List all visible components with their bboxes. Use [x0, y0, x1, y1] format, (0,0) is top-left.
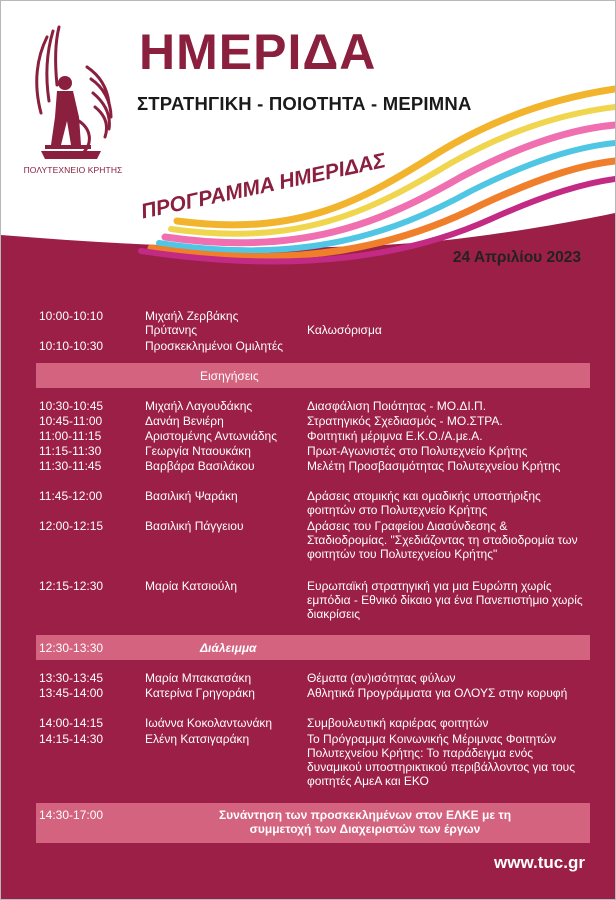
row-time: 11:45-12:00 [39, 489, 103, 503]
section-header-break [36, 635, 590, 660]
row-time: 10:30-10:45 [39, 399, 104, 413]
row-topic: Θέματα (αν)ισότητας φύλων [307, 671, 456, 685]
row-speaker: Δανάη Βενιέρη [145, 414, 224, 428]
website-url[interactable]: www.tuc.gr [494, 853, 585, 872]
closing-time: 14:30-17:00 [39, 808, 104, 822]
row-speaker: Μαρία Μπακατσάκη [145, 671, 252, 685]
row-speaker: Βαρβάρα Βασιλάκου [145, 459, 255, 473]
row-speaker: Βασιλική Ψαράκη [145, 489, 238, 503]
row-time: 10:45-11:00 [39, 414, 103, 428]
row-speaker: Μιχαήλ Ζερβάκης [145, 309, 239, 323]
row-speaker-role: Πρύτανης [145, 323, 198, 337]
row-time: 10:10-10:30 [39, 339, 104, 353]
program-heading: ΠΡΟΓΡΑΜΜΑ ΗΜΕΡΙΔΑΣ [139, 149, 388, 224]
row-time: 11:30-11:45 [39, 459, 102, 473]
row-topic: Διασφάλιση Ποιότητας - ΜΟ.ΔΙ.Π. [307, 399, 487, 413]
logo-caption: ΠΟΛΥΤΕΧΝΕΙΟ ΚΡΗΤΗΣ [23, 165, 123, 175]
row-time: 13:30-13:45 [39, 671, 104, 685]
row-speaker: Μαρία Κατσιούλη [145, 579, 238, 593]
section-header-closing [36, 803, 590, 843]
row-topic: Φοιτητική μέριμνα Ε.Κ.Ο./Α.με.Α. [307, 429, 483, 443]
row-time: 10:00-10:10 [39, 309, 104, 323]
row-topic: Δράσεις ατομικής και ομαδικής υποστήριξης φοιτητών στο Πολυτεχνείο Κρήτης [307, 489, 541, 517]
row-speaker: Γεωργία Νταουκάκη [145, 444, 251, 458]
event-subtitle: ΣΤΡΑΤΗΓΙΚΗ - ΠΟΙΟΤΗΤΑ - ΜΕΡΙΜΝΑ [137, 93, 472, 114]
row-speaker: Βασιλική Πάγγειου [145, 519, 244, 533]
row-speaker: Ιωάννα Κοκολαντωνάκη [145, 716, 273, 730]
row-speaker: Κατερίνα Γρηγοράκη [145, 686, 255, 700]
break-time: 12:30-13:30 [39, 641, 104, 655]
row-time: 13:45-14:00 [39, 686, 104, 700]
row-topic: Καλωσόρισμα [307, 323, 382, 337]
row-time: 11:15-11:30 [39, 444, 102, 458]
row-topic: Πρωτ-Αγωνιστές στο Πολυτεχνείο Κρήτης [307, 444, 528, 458]
row-speaker: Μιχαήλ Λαγουδάκης [145, 399, 253, 413]
row-topic: Το Πρόγραμμα Κοινωνικής Μέριμνας Φοιτητών Πολυτεχνείου Κρήτης: Το παράδειγμα ενός δυναμικού υποστηρικτικού περιβάλλοντος για τους φοιτητές ΑμεΑ και ΕΚΟ [307, 732, 576, 788]
university-logo [19, 13, 125, 181]
row-topic: Δράσεις του Γραφείου Διασύνδεσης & Σταδιοδρομίας. "Σχεδιάζοντας τη σταδιοδρομία των φοιτητών του Πολυτεχνείου Κρήτης" [307, 519, 578, 561]
row-topic: Συμβουλευτική καριέρας φοιτητών [307, 716, 489, 730]
section-header-presentations [36, 363, 590, 388]
row-speaker: Προσκεκλημένοι Ομιλητές [145, 339, 283, 353]
row-time: 12:00-12:15 [39, 519, 104, 533]
break-label: Διάλειμμα [200, 641, 257, 655]
row-speaker: Αριστομένης Αντωνιάδης [145, 429, 278, 443]
row-time: 14:00-14:15 [39, 716, 104, 730]
row-speaker: Ελένη Κατσιγαράκη [145, 732, 250, 746]
section-label: Εισηγήσεις [200, 369, 259, 383]
row-topic: Στρατηγικός Σχεδιασμός - ΜΟ.ΣΤΡΑ. [307, 414, 503, 428]
row-topic: Ευρωπαϊκή στρατηγική για μια Ευρώπη χωρίς εμπόδια - Εθνικό δίκαιο για ένα Πανεπιστήμιο χωρίς διακρίσεις [307, 579, 583, 621]
closing-label: Συνάντηση των προσκεκλημένων στον ΕΛΚΕ με τη συμμετοχή των Διαχειριστών των έργων [218, 808, 512, 836]
row-topic: Αθλητικά Προγράμματα για ΟΛΟΥΣ στην κορυφή [307, 686, 568, 700]
row-time: 14:15-14:30 [39, 732, 104, 746]
event-date: 24 Απριλίου 2023 [452, 249, 581, 266]
row-time: 12:15-12:30 [39, 579, 104, 593]
row-time: 11:00-11:15 [39, 429, 102, 443]
row-topic: Μελέτη Προσβασιμότητας Πολυτεχνείου Κρήτης [307, 459, 561, 473]
event-title: ΗΜΕΡΙΔΑ [139, 24, 377, 80]
